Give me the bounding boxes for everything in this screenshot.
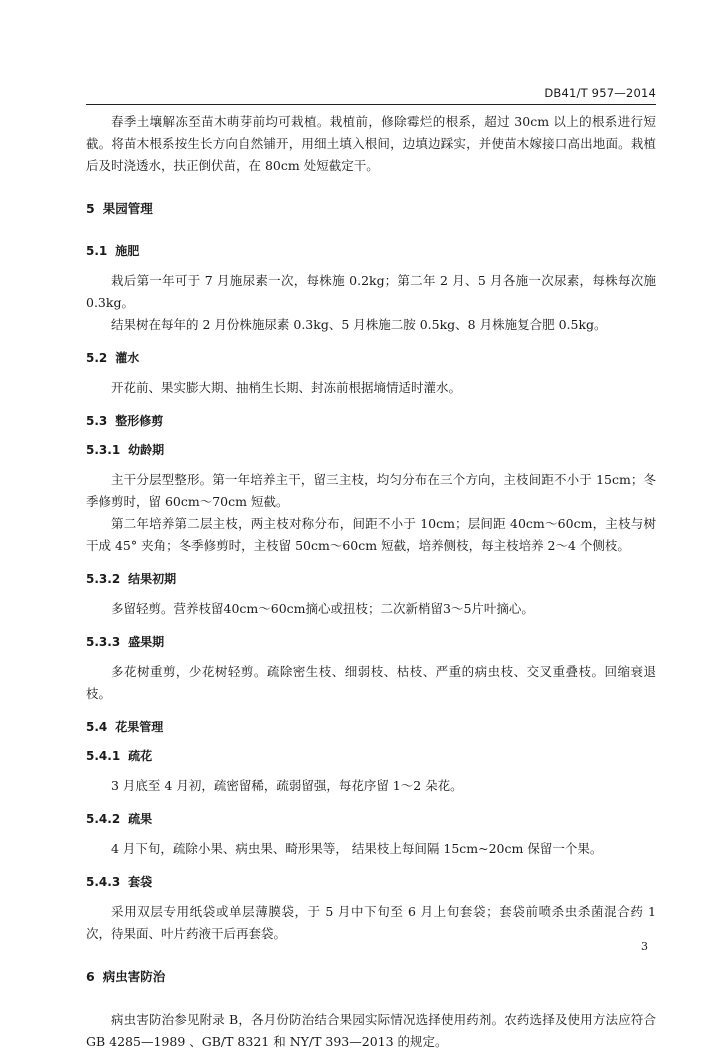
paragraph: 3 月底至 4 月初，疏密留稀，疏弱留强，每花序留 1～2 朵花。 <box>111 778 463 793</box>
section-5-3-1-heading <box>86 440 656 460</box>
page-content <box>86 111 656 1053</box>
section-5-3-heading <box>86 411 656 431</box>
paragraph: 栽后第一年可于 7 月施尿素一次，每株施 0.2kg；第二年 2 月、5 月各施一次尿素，每株每次施 0.3kg。 <box>86 273 656 310</box>
section-title: 施肥 <box>115 244 140 258</box>
section-title: 疏花 <box>128 749 153 763</box>
paragraph: 主干分层型整形。第一年培养主干，留三主枝，均匀分布在三个方向，主枝间距不小于 15cm；冬季修剪时，留 60cm～70cm 短截。 <box>86 472 656 509</box>
section-number: 5.4.3 <box>86 875 121 889</box>
section-number: 5.2 <box>86 351 108 365</box>
paragraph: 开花前、果实膨大期、抽梢生长期、封冻前根据墒情适时灌水。 <box>111 380 462 395</box>
section-title: 果园管理 <box>102 201 153 216</box>
section-5-2-heading <box>86 348 656 368</box>
section-title: 盛果期 <box>128 635 165 649</box>
page-number: 3 <box>641 940 648 953</box>
section-number: 5.1 <box>86 244 108 258</box>
section-number: 5.4.2 <box>86 812 121 826</box>
paragraph: 多花树重剪，少花树轻剪。疏除密生枝、细弱枝、枯枝、严重的病虫枝、交叉重叠枝。回缩衰退枝。 <box>86 664 656 701</box>
section-title: 结果初期 <box>128 572 177 586</box>
paragraph: 结果树在每年的 2 月份株施尿素 0.3kg、5 月株施二胺 0.5kg、8 月株施复合肥 0.5kg。 <box>111 317 607 332</box>
section-title: 套袋 <box>128 875 153 889</box>
section-5-1-heading <box>86 241 656 261</box>
section-number: 5.4.1 <box>86 749 121 763</box>
section-number: 5 <box>86 201 95 216</box>
section-title: 整形修剪 <box>115 414 164 428</box>
section-6-heading <box>86 967 656 987</box>
section-title: 花果管理 <box>115 720 164 734</box>
section-title: 病虫害防治 <box>102 969 166 984</box>
section-number: 5.4 <box>86 720 108 734</box>
section-5-heading <box>86 199 656 219</box>
paragraph: 4 月下旬，疏除小果、病虫果、畸形果等， 结果枝上每间隔 15cm~20cm 保留一个果。 <box>111 841 603 856</box>
section-5-3-3-heading <box>86 632 656 652</box>
planting-paragraph: 春季土壤解冻至苗木萌芽前均可栽植。栽植前，修除霉烂的根系，超过 30cm 以上的根系进行短截。将苗木根系按生长方向自然铺开，用细土填入根间，边填边踩实，并使苗木嫁接口高出地面。栽植后及时浇透水，扶正倒伏苗，在 80cm 处短截定干。 <box>86 114 656 173</box>
document-id: DB41/T 957—2014 <box>544 86 656 100</box>
section-title: 疏果 <box>128 812 153 826</box>
header-rule <box>86 104 656 105</box>
paragraph: 第二年培养第二层主枝，两主枝对称分布，间距不小于 10cm；层间距 40cm～60cm，主枝与树干成 45° 夹角；冬季修剪时，主枝留 50cm～60cm 短截，培养侧枝，每主枝培养 2～4 个侧枝。 <box>86 516 656 553</box>
section-number: 6 <box>86 969 95 984</box>
section-title: 幼龄期 <box>128 443 165 457</box>
section-number: 5.3.1 <box>86 443 121 457</box>
section-number: 5.3.3 <box>86 635 121 649</box>
section-title: 灌水 <box>115 351 140 365</box>
section-5-4-3-heading <box>86 872 656 892</box>
section-5-4-heading <box>86 717 656 737</box>
section-5-4-2-heading <box>86 809 656 829</box>
paragraph: 采用双层专用纸袋或单层薄膜袋，于 5 月中下旬至 6 月上旬套袋；套袋前喷杀虫杀菌混合药 1 次，待果面、叶片药液干后再套袋。 <box>86 904 656 941</box>
section-5-4-1-heading <box>86 746 656 766</box>
paragraph: 病虫害防治参见附录 B，各月份防治结合果园实际情况选择使用药剂。农药选择及使用方法应符合 GB 4285—1989 、GB/T 8321 和 NY/T 393—2013 的规定。 <box>86 1012 656 1049</box>
section-number: 5.3 <box>86 414 108 428</box>
paragraph: 多留轻剪。营养枝留40cm～60cm摘心或扭枝；二次新梢留3～5片叶摘心。 <box>111 601 534 616</box>
section-number: 5.3.2 <box>86 572 121 586</box>
section-5-3-2-heading <box>86 569 656 589</box>
